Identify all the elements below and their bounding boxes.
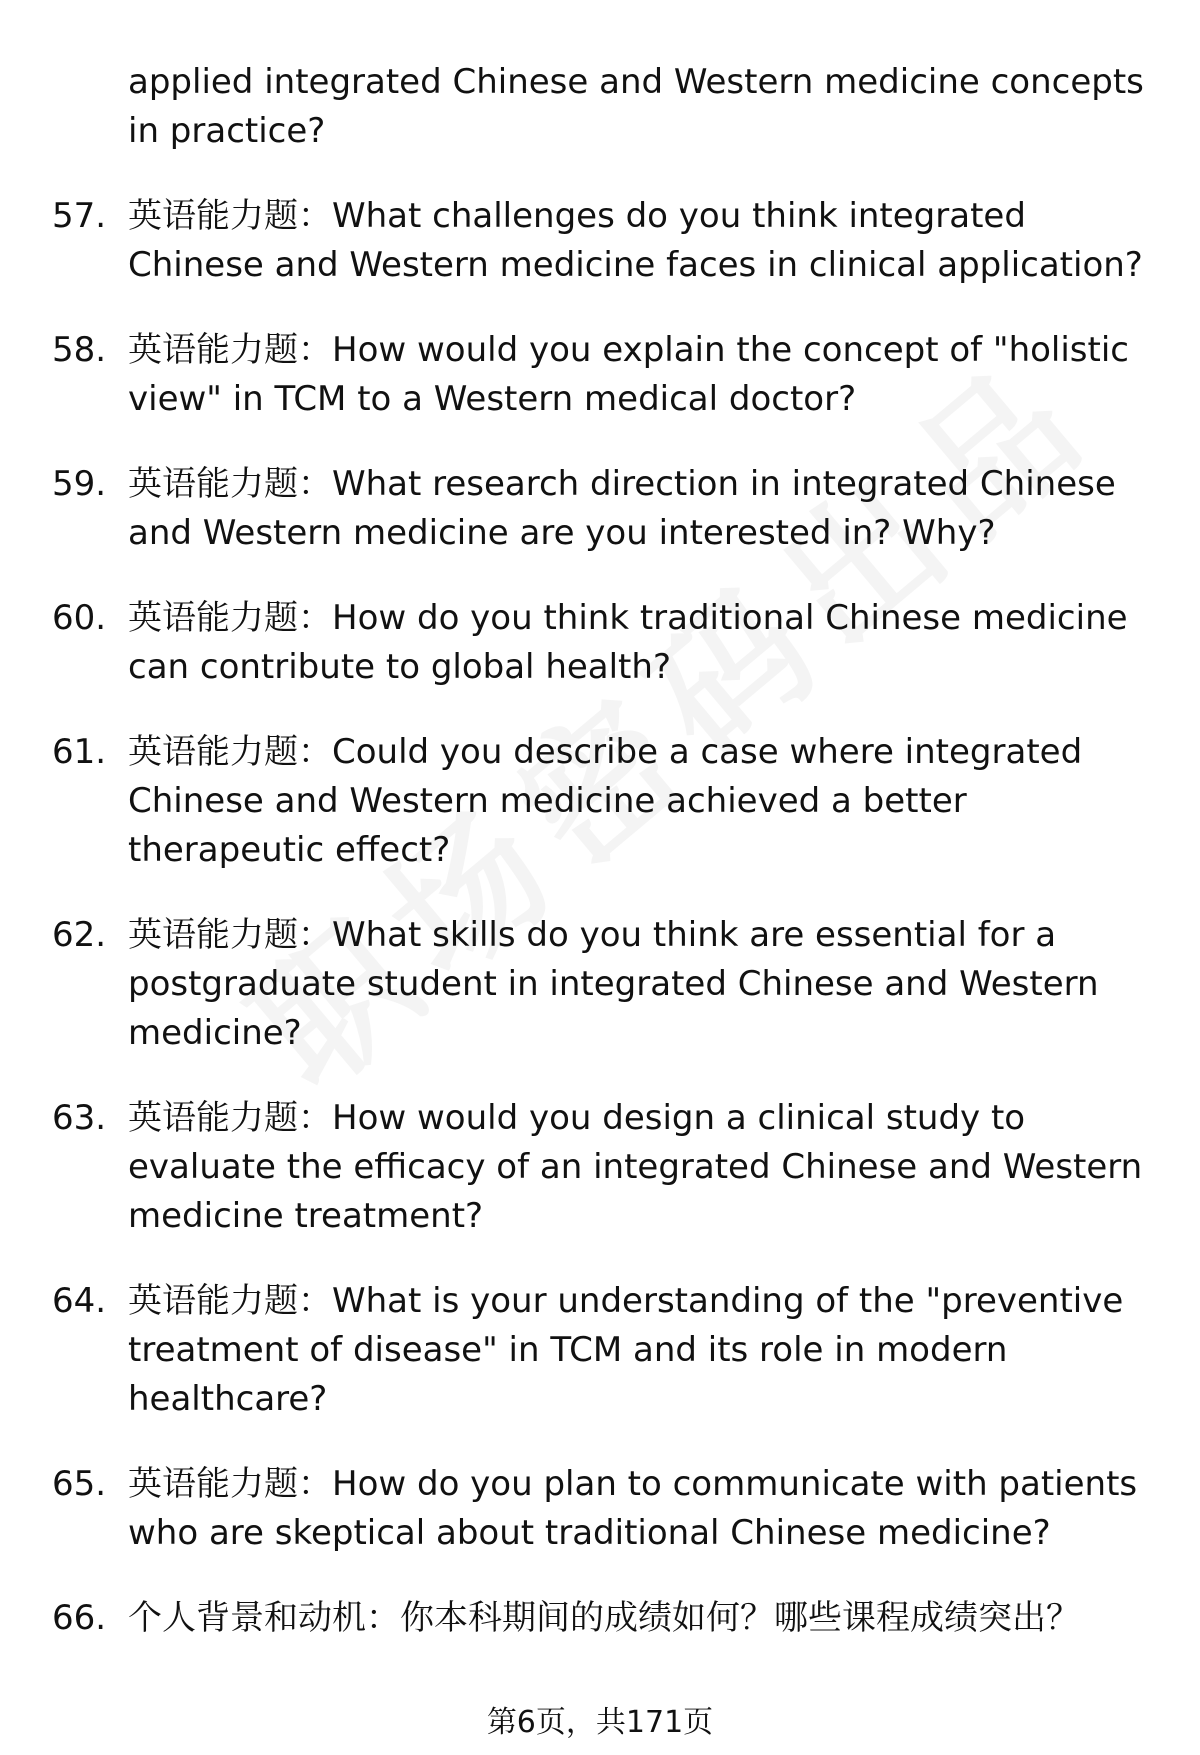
question-text: 英语能力题：What skills do you think are essential for a postgraduate student in integrated Chinese and Western medicine? (128, 915, 1099, 1053)
question-text: 英语能力题：What research direction in integrated Chinese and Western medicine are you interested in? Why? (128, 464, 1116, 553)
question-number: 65. (52, 1464, 107, 1504)
question-number: 58. (52, 330, 107, 370)
question-number: 64. (52, 1281, 107, 1321)
list-item (0, 594, 1200, 692)
list-item (0, 192, 1200, 290)
list-item (0, 911, 1200, 1058)
question-text: 英语能力题：Could you describe a case where integrated Chinese and Western medicine achieved a better therapeutic effect? (128, 732, 1083, 870)
list-item (0, 1460, 1200, 1558)
question-list (0, 58, 1200, 1679)
question-number: 59. (52, 464, 107, 504)
continuation-text: applied integrated Chinese and Western medicine concepts in practice? (128, 62, 1144, 151)
question-number: 60. (52, 598, 107, 638)
question-text: 英语能力题：How do you think traditional Chinese medicine can contribute to global health? (128, 598, 1128, 687)
question-number: 57. (52, 196, 107, 236)
page-footer: 第6页，共171页 (486, 1705, 714, 1740)
list-item (0, 728, 1200, 875)
list-item (0, 460, 1200, 558)
question-number: 61. (52, 732, 107, 772)
list-item (0, 1277, 1200, 1424)
list-item (0, 1594, 1200, 1643)
list-item (0, 1094, 1200, 1241)
question-number: 62. (52, 915, 107, 955)
question-text: 个人背景和动机：你本科期间的成绩如何？哪些课程成绩突出？ (128, 1598, 1080, 1638)
question-text: 英语能力题：How would you explain the concept of "holistic view" in TCM to a Western medical doctor? (128, 330, 1129, 419)
continuation-item (0, 58, 1200, 156)
question-text: 英语能力题：How do you plan to communicate with patients who are skeptical about traditional Chinese medicine? (128, 1464, 1138, 1553)
question-number: 66. (52, 1598, 107, 1638)
question-number: 63. (52, 1098, 107, 1138)
question-text: 英语能力题：What is your understanding of the "preventive treatment of disease" in TCM and its role in modern healthcare? (128, 1281, 1124, 1419)
question-text: 英语能力题：What challenges do you think integrated Chinese and Western medicine faces in clinical application? (128, 196, 1143, 285)
question-text: 英语能力题：How would you design a clinical study to evaluate the efficacy of an integrated Chinese and Western medicine treatment? (128, 1098, 1143, 1236)
list-item (0, 326, 1200, 424)
